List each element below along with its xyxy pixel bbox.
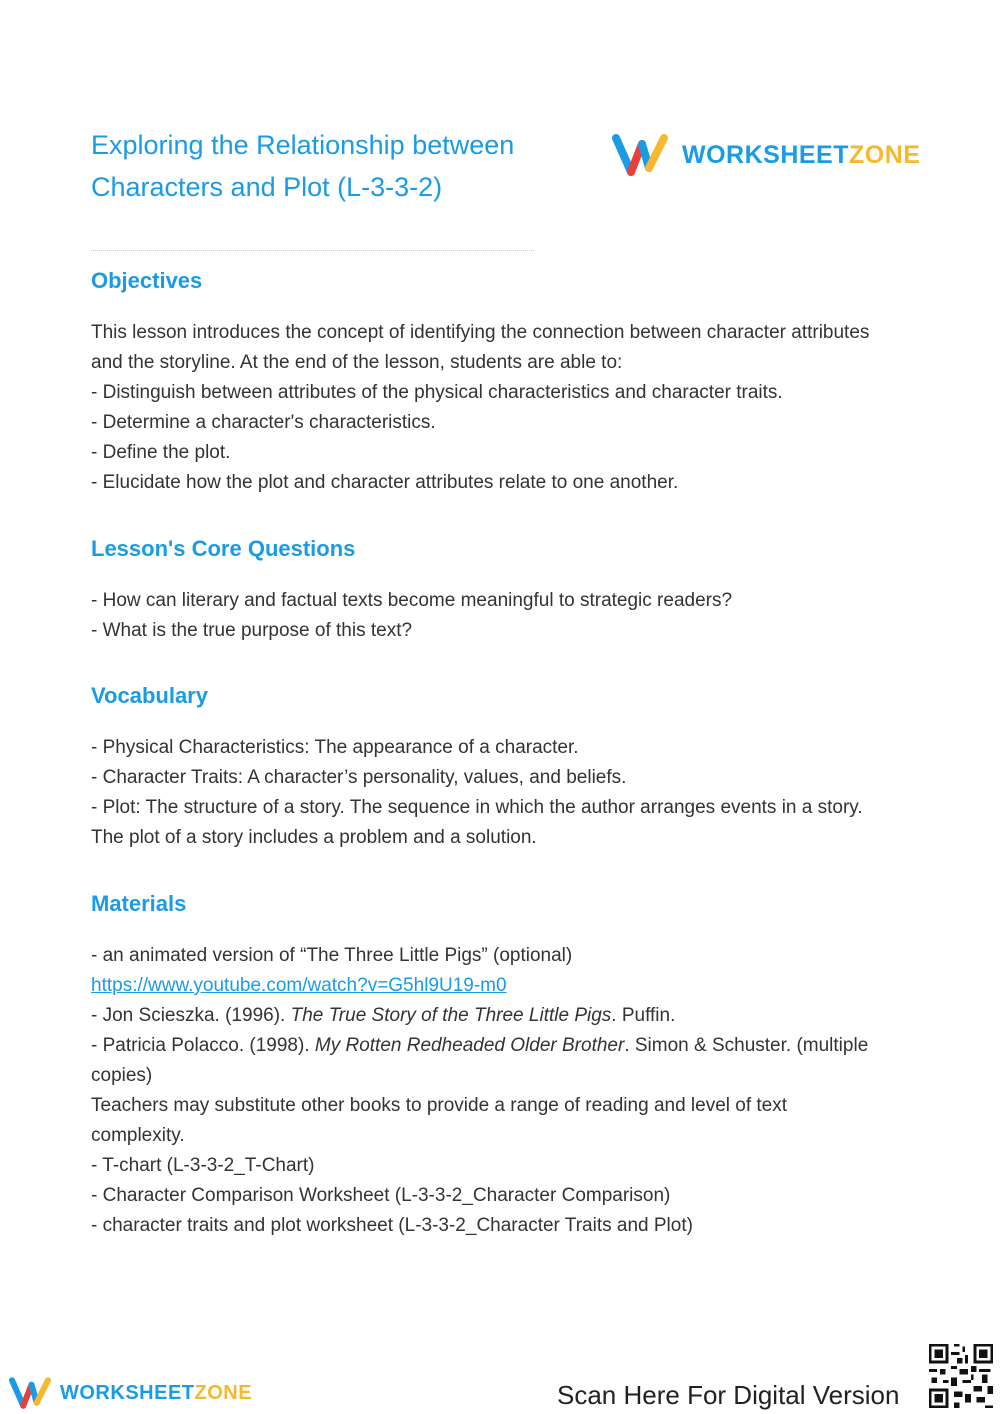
video-link[interactable]: https://www.youtube.com/watch?v=G5hl9U19-m0 bbox=[91, 975, 507, 996]
objectives-line: - Determine a character's characteristics. bbox=[91, 412, 436, 433]
objectives-heading: Objectives bbox=[91, 268, 203, 293]
worksheetzone-logo bbox=[612, 134, 920, 176]
title-divider bbox=[91, 250, 534, 251]
worksheetzone-w-icon bbox=[9, 1377, 51, 1409]
logo-wordmark: WORKSHEETZONE bbox=[60, 1381, 253, 1404]
objectives-line: - Define the plot. bbox=[91, 442, 231, 463]
vocabulary-line: - Character Traits: A character’s personality, values, and beliefs. bbox=[91, 767, 627, 788]
page-title: Exploring the Relationship between Characters and Plot (L-3-3-2) bbox=[91, 130, 515, 202]
materials-line: - Character Comparison Worksheet (L-3-3-2_Character Comparison) bbox=[91, 1185, 671, 1206]
vocabulary-heading: Vocabulary bbox=[91, 683, 208, 708]
materials-line: - T-chart (L-3-3-2_T-Chart) bbox=[91, 1155, 315, 1176]
materials-heading: Materials bbox=[91, 891, 187, 916]
materials-line: - character traits and plot worksheet (L-3-3-2_Character Traits and Plot) bbox=[91, 1215, 693, 1236]
vocabulary-line: - Plot: The structure of a story. The sequence in which the author arranges events in a story. The plot of a story includes a problem and a solution. bbox=[91, 797, 863, 848]
objectives-line: - Elucidate how the plot and character attributes relate to one another. bbox=[91, 472, 679, 493]
book-title: The True Story of the Three Little Pigs bbox=[290, 1005, 612, 1026]
materials-line: Teachers may substitute other books to provide a range of reading and level of text complexity. bbox=[91, 1095, 788, 1146]
materials-line: - an animated version of “The Three Little Pigs” (optional) bbox=[91, 945, 573, 966]
footer-logo bbox=[9, 1377, 252, 1409]
objectives-line: This lesson introduces the concept of identifying the connection between character attributes and the storyline. At the end of the lesson, students are able to: bbox=[91, 322, 870, 373]
scan-instruction: Scan Here For Digital Version bbox=[557, 1380, 900, 1410]
book-title: My Rotten Redheaded Older Brother bbox=[314, 1035, 625, 1056]
core-questions-heading: Lesson's Core Questions bbox=[91, 536, 356, 561]
vocabulary-line: - Physical Characteristics: The appearance of a character. bbox=[91, 737, 579, 758]
core-question-line: - How can literary and factual texts become meaningful to strategic readers? bbox=[91, 590, 733, 611]
qr-code-icon[interactable] bbox=[926, 1341, 996, 1411]
worksheetzone-w-icon bbox=[612, 134, 668, 176]
materials-book-2: - Patricia Polacco. (1998). My Rotten Redheaded Older Brother. Simon & Schuster. (multiple copies) bbox=[91, 1035, 869, 1086]
materials-body bbox=[91, 941, 881, 1241]
core-question-line: - What is the true purpose of this text? bbox=[91, 620, 413, 641]
vocabulary-body bbox=[91, 733, 881, 853]
logo-wordmark: WORKSHEETZONE bbox=[682, 140, 921, 169]
objectives-body bbox=[91, 318, 881, 498]
core-questions-body bbox=[91, 586, 881, 646]
objectives-line: - Distinguish between attributes of the physical characteristics and character traits. bbox=[91, 382, 783, 403]
materials-book-1: - Jon Scieszka. (1996). The True Story of the Three Little Pigs. Puffin. bbox=[91, 1005, 676, 1026]
